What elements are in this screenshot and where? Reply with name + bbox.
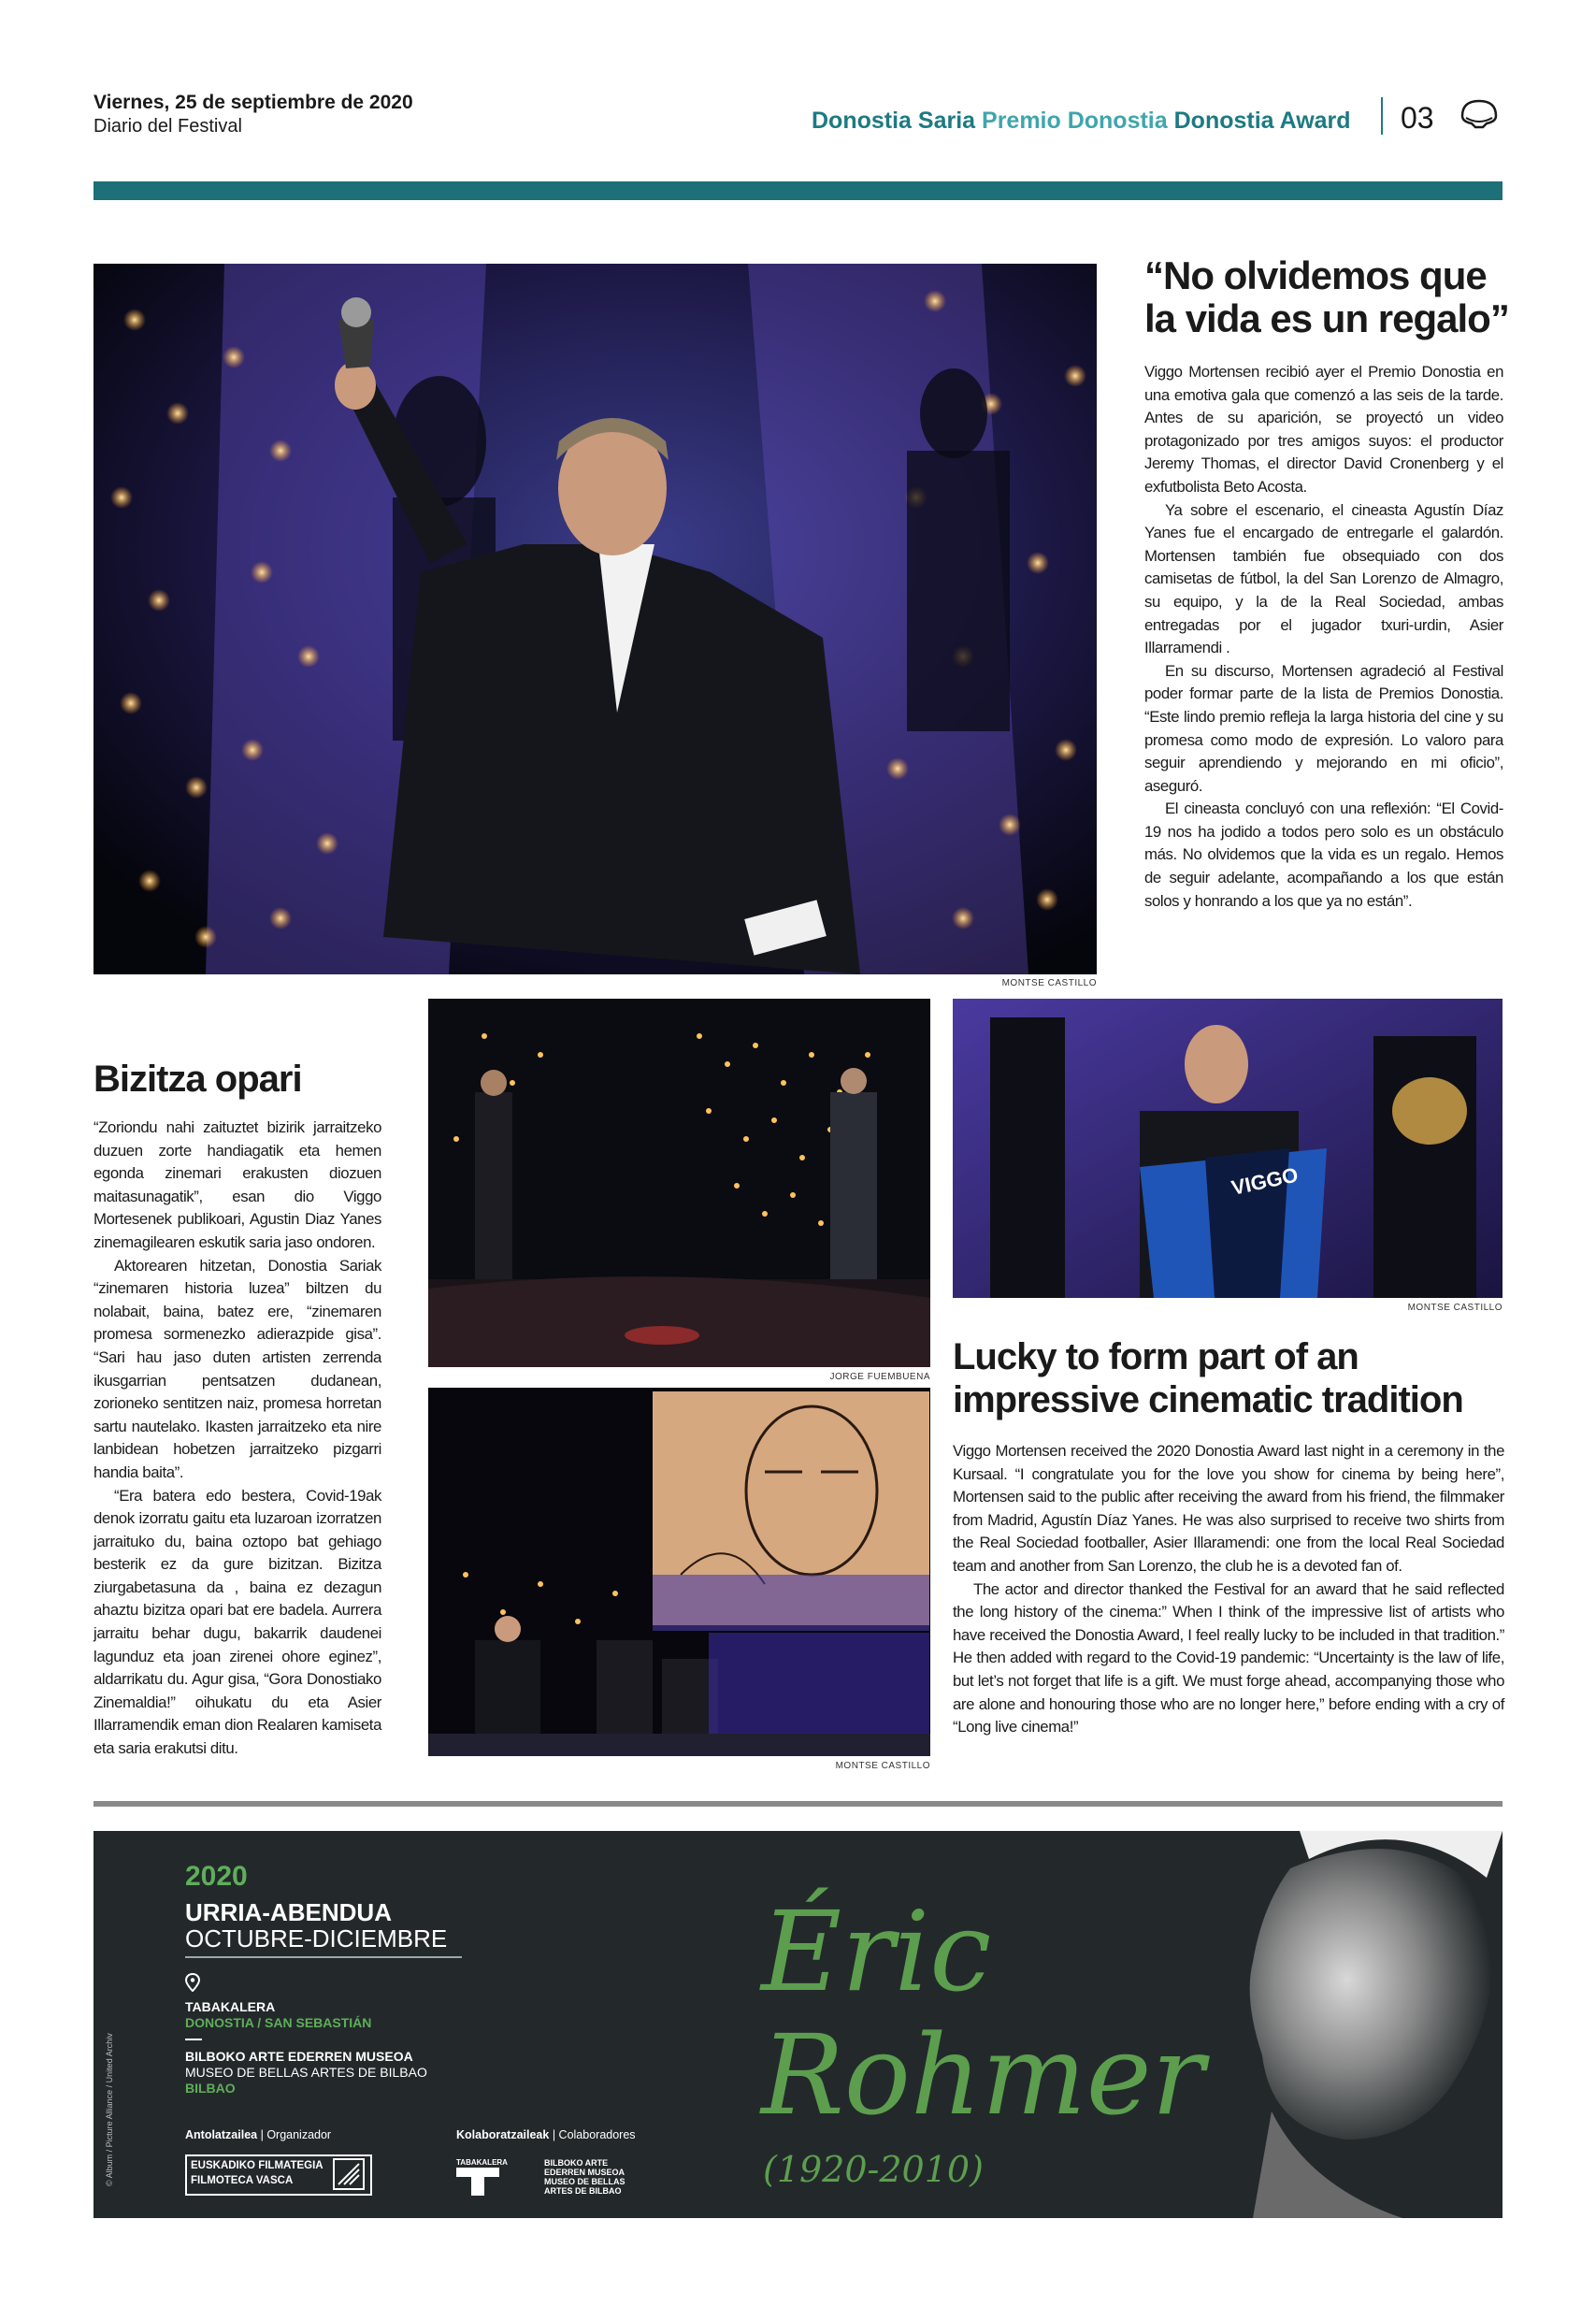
headline-es: “No olvidemos que la vida es un regalo”: [1144, 253, 1509, 340]
headline-en: Lucky to form part of an impressive cinematic tradition: [953, 1336, 1463, 1420]
bilbao-museum-logo: BILBOKO ARTE EDERREN MUSEOA MUSEO DE BELLAS ARTES DE BILBAO: [544, 2158, 625, 2196]
stage-photo-credit: JORGE FUEMBUENA: [829, 1372, 930, 1382]
main-photo-credit: MONTSE CASTILLO: [1001, 978, 1097, 988]
tabakalera-logo-text: TABAKALERA: [456, 2158, 508, 2167]
shirt-photo-credit: MONTSE CASTILLO: [1407, 1303, 1503, 1313]
article-body-en: [953, 1440, 1504, 1739]
article-paragraph: “Zoriondu nahi zaituztet bizirik jarraitzeko duzuen zorte handiagatik eta hemen egonda zinemari erakusten diozuen maitasunagatik”, esan dio Viggo Mortesenek publikoari, Agustin Diaz Yanes zinemagilearen eskutik saria jaso ondoren.: [93, 1118, 381, 1251]
venue-divider: [185, 2039, 202, 2040]
filmoteca-logo-es: FILMOTECA VASCA: [191, 2175, 294, 2186]
ad-separator: [93, 1801, 1503, 1807]
issue-date: Viernes, 25 de septiembre de 2020: [93, 92, 413, 113]
rohmer-exhibition-ad[interactable]: [93, 1831, 1503, 2218]
publication-name: Diario del Festival: [93, 116, 242, 137]
section-title-eu: Donostia Saria: [812, 108, 976, 134]
article-paragraph: En su discurso, Mortensen agradeció al Festival poder formar parte de la lista de Premios Donostia. “Este lindo premio refleja la larga historia del cine y su promesa como modo de expresión. Lo valoro para seguir aprendiendo y mejorando en mi oficio”, aseguró.: [1144, 661, 1503, 795]
ad-divider: [185, 1956, 462, 1958]
ad-year: 2020: [185, 1861, 248, 1892]
header-color-bar: [93, 181, 1503, 200]
section-title-es: Premio Donostia: [982, 108, 1168, 134]
ad-life-years: (1920-2010): [763, 2149, 984, 2190]
article-paragraph: Viggo Mortensen received the 2020 Donostia Award last night in a ceremony in the Kursaal. “I congratulate you for the love you show for cinema by being here”, Mortensen said to the public after receiving the award from his friend, the filmmaker from Madrid, Agustín Díaz Yanes. He was also surprised to receive two shirts from the Real Sociedad footballer, Asier Illaramendi: one from the local Real Sociedad team and another from San Lorenzo, the club he is a devoted fan of.: [953, 1442, 1504, 1575]
ad-photo-credit: © Album / Picture Alliance / United Archiv: [105, 2033, 114, 2186]
main-photo-award: [93, 264, 1097, 974]
organizer-label: Antolatzailea | Organizador: [185, 2128, 332, 2141]
article-body-eu: [93, 1117, 381, 1761]
ad-dates-eu: URRIA-ABENDUA: [185, 1898, 392, 1926]
article-paragraph: “Era batera edo bestera, Covid-19ak denok izorratu gaitu eta luzaroan izorratzen jarraituko du, baina oztopo bat gehiago besterik ez da gure bizitzan. Bizitza ziurgabetasuna da , baina ez dezagun ahaztu bizitza opari bat ere badela. Aurrera jarraitu behar dugu, bakarrik daudenei lagunduz eta joan zirenei ohore eginez”, aldarrikatu du. Agur gisa, “Gora Donostiako Zinemaldia!” oihukatu du eta Asier Illarramendik eman dion Realaren kamiseta eta saria erakutsi ditu.: [93, 1486, 381, 1758]
venue-tabakalera: TABAKALERA: [185, 1999, 276, 2014]
festival-shell-icon: [1459, 97, 1500, 131]
stage-photo: [428, 999, 930, 1367]
shirt-photo: [953, 999, 1503, 1298]
article-paragraph: The actor and director thanked the Festival for an award that he said reflected the long history of the cinema:” When I think of the impressive list of artists who have received the Donostia Award, I feel really lucky to be included in that tradition.” He then added with regard to the Covid-19 pandemic: “Uncertainty is the law of life, but let’s not forget that life is a gift. We must forge ahead, accompanying those who are alone and honouring those who are no longer here,” before ending with a cry of “Long live cinema!”: [953, 1579, 1504, 1736]
filmoteca-logo-eu: EUSKADIKO FILMATEGIA: [191, 2160, 324, 2171]
headline-eu: Bizitza opari: [93, 1059, 302, 1100]
shirt-text: VIGGO: [1229, 1162, 1301, 1200]
article-paragraph: El cineasta concluyó con una reflexión: “El Covid-19 nos ha jodido a todos pero solo es un obstáculo más. No olvidemos que la vida es un regalo. Hemos de seguir adelante, acompañando a los que están solos y honrando a los que ya no están”.: [1144, 800, 1503, 910]
section-title-en: Donostia Award: [1173, 108, 1351, 134]
drawing-photo: [428, 1388, 930, 1756]
article-paragraph: Viggo Mortensen recibió ayer el Premio Donostia en una emotiva gala que comenzó a las seis de la tarde. Antes de su aparición, se proyectó un video protagonizado por tres amigos suyos: el productor Jeremy Thomas, el director David Cronenberg y el exfutbolista Beto Acosta.: [1144, 363, 1503, 496]
article-body-es: [1144, 361, 1503, 913]
section-title: [812, 108, 1351, 135]
drawing-photo-credit: MONTSE CASTILLO: [835, 1761, 930, 1771]
ad-dates-es: OCTUBRE-DICIEMBRE: [185, 1924, 448, 1953]
article-paragraph: Ya sobre el escenario, el cineasta Agustín Díaz Yanes fue el encargado de entregarle el galardón. Mortensen también fue obsequiado con dos camisetas de fútbol, la del San Lorenzo de Almagro, su equipo, y la de la Real Sociedad, ambas entregadas por el jugador txuri-urdin, Asier Illarramendi .: [1144, 500, 1503, 657]
ad-name-first: Éric: [761, 1887, 992, 2016]
filmoteca-emblem-icon: [333, 2158, 365, 2195]
ad-name-last: Rohmer: [761, 2010, 1205, 2140]
page-number: 03: [1401, 101, 1434, 135]
header-divider: [1381, 97, 1383, 135]
article-paragraph: Aktorearen hitzetan, Donostia Sariak “zinemaren historia luzea” biltzen du nolabait, baina, batez ere, “zinemaren promesa sormenezko adierazpide gisa”. “Sari hau jaso duten artisten zerrenda ikusgarrian pentsatzen dudanean, zorioneko sentitzen naiz, promesa horretan sartu nautelako. Ikasten jarraitzeko eta nire lanbidean hobetzen jarraitzeko pizgarri handia baita”.: [93, 1256, 381, 1481]
collaborators-label: Kolaboratzaileak | Colaboradores: [456, 2128, 636, 2141]
venue-bilbao-city: BILBAO: [185, 2081, 236, 2096]
venue-tabakalera-city: DONOSTIA / SAN SEBASTIÁN: [185, 2015, 372, 2030]
venue-bilbao-museum-es: MUSEO DE BELLAS ARTES DE BILBAO: [185, 2065, 427, 2080]
map-pin-icon: [185, 1973, 200, 1996]
rohmer-portrait: [1159, 1831, 1503, 2218]
venue-bilbao-museum-eu: BILBOKO ARTE EDERREN MUSEOA: [185, 2049, 413, 2064]
tabakalera-logo-icon: [456, 2168, 499, 2200]
